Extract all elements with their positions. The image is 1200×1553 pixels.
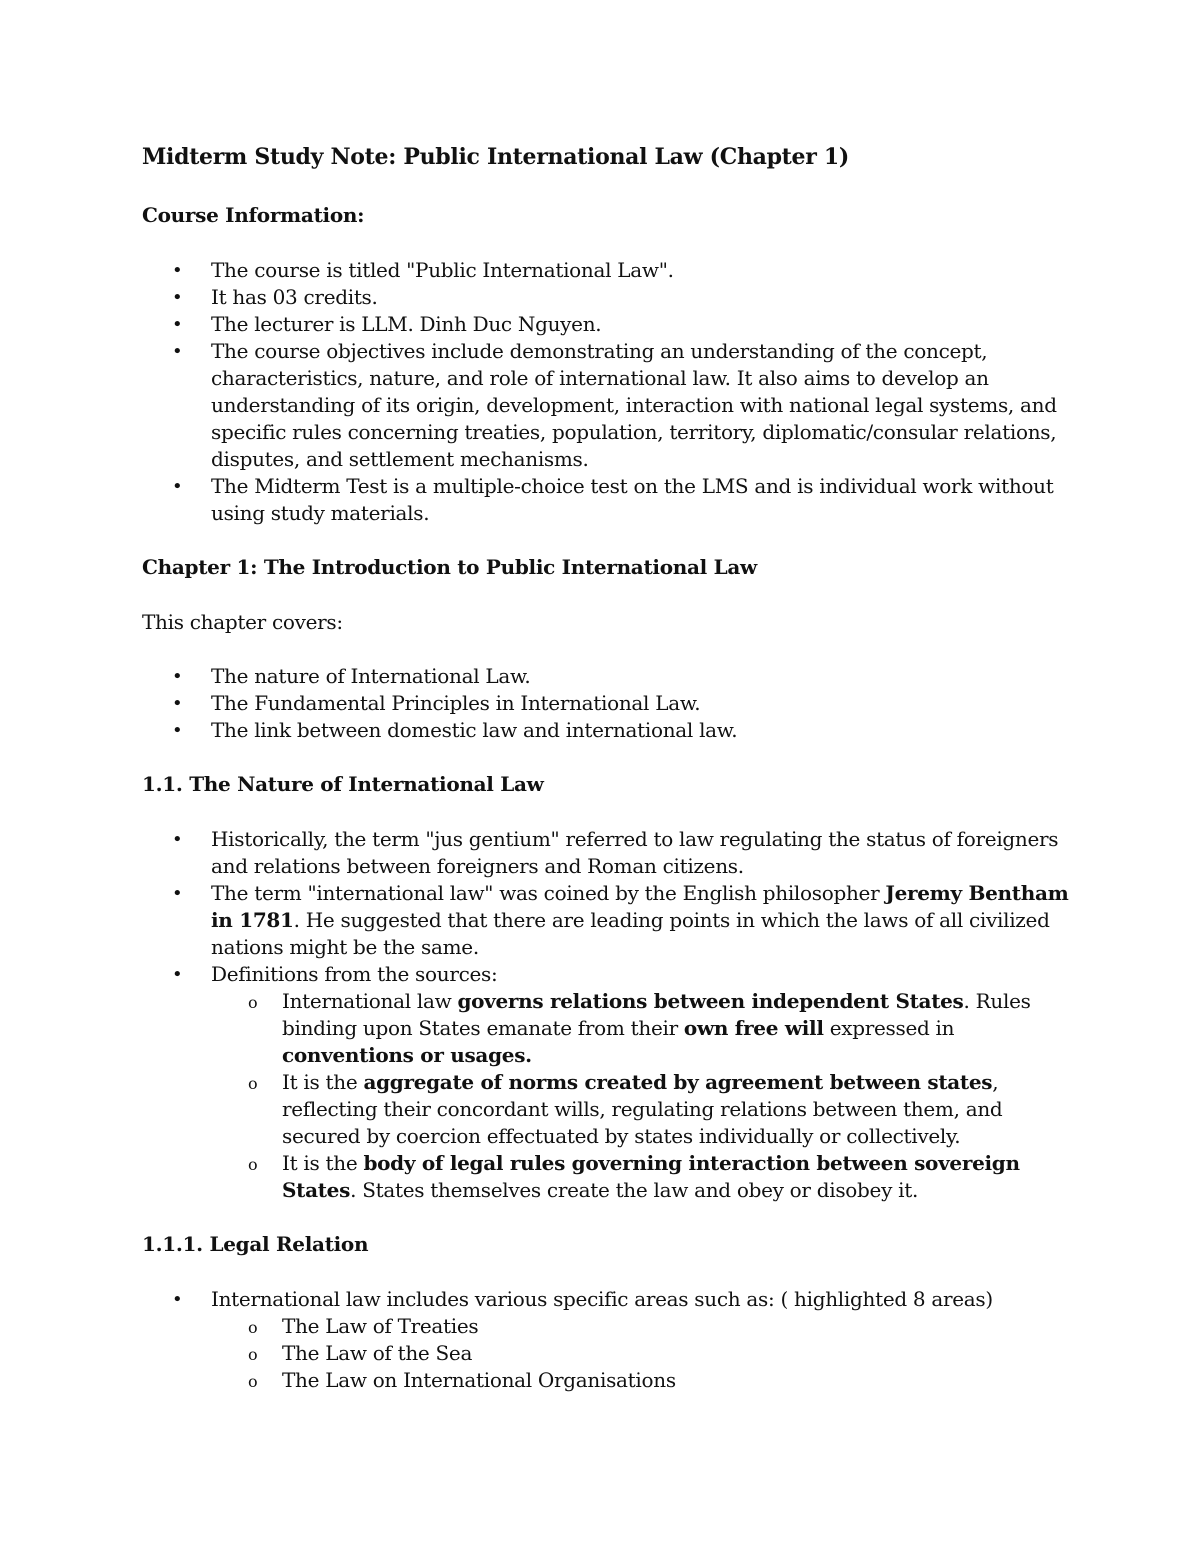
areas-sublist (211, 1313, 1072, 1394)
text-run: , reflecting their concordant wills, regulating relations between them, and secured by coercion effectuated by states individually or collectively. (282, 1070, 1003, 1148)
list-item: • The course objectives include demonstrating an understanding of the concept, characteristics, nature, and role of international law. It also aims to develop an understanding of its origin, development, interaction with national legal systems, and specific rules concerning treaties, population, territory, diplomatic/consular relations, disputes, and settlement mechanisms. (142, 338, 1072, 473)
text-run: The term "international law" was coined by the English philosopher (211, 881, 886, 905)
list-item: • The lecturer is LLM. Dinh Duc Nguyen. (142, 311, 1072, 338)
text-run: . States themselves create the law and obey or disobey it. (350, 1178, 919, 1202)
section-1-1-list (142, 826, 1072, 1204)
list-item: • It has 03 credits. (142, 284, 1072, 311)
list-item: • The link between domestic law and international law. (142, 717, 1072, 744)
bold-text: body of legal rules governing interaction between sovereign States (282, 1151, 1020, 1202)
text-run: International law (282, 989, 458, 1013)
list-item: • The course is titled "Public International Law". (142, 257, 1072, 284)
course-info-list (142, 257, 1072, 527)
section-1-1-1-list (142, 1286, 1072, 1394)
bold-text: aggregate of norms created by agreement between states (363, 1070, 993, 1094)
chapter1-topics-list (142, 663, 1072, 744)
sub-list-item (211, 1069, 1072, 1150)
course-info-heading: Course Information: (142, 203, 365, 227)
text-run: . Rules binding upon States emanate from their (282, 989, 1031, 1040)
sub-list-item (211, 1150, 1072, 1204)
list-item (142, 1286, 1072, 1394)
list-item: • The Midterm Test is a multiple-choice test on the LMS and is individual work without using study materials. (142, 473, 1072, 527)
list-item: • Historically, the term "jus gentium" referred to law regulating the status of foreigners and relations between foreigners and Roman citizens. (142, 826, 1072, 880)
chapter1-heading: Chapter 1: The Introduction to Public International Law (142, 555, 757, 579)
sub-list-item: o The Law of Treaties (211, 1313, 1072, 1340)
section-1-1-heading: 1.1. The Nature of International Law (142, 772, 544, 796)
sub-list-item (211, 988, 1072, 1069)
chapter1-intro: This chapter covers: (142, 610, 343, 634)
list-item: • The nature of International Law. (142, 663, 1072, 690)
bold-text: conventions or usages. (282, 1043, 532, 1067)
bold-text: Jeremy Bentham in 1781 (211, 881, 1069, 932)
text-run: expressed in (823, 1016, 955, 1040)
definitions-sublist (211, 988, 1072, 1204)
definitions-label: Definitions from the sources: (211, 962, 498, 986)
bold-text: own free will (683, 1016, 824, 1040)
list-item (142, 880, 1072, 961)
list-item: • The Fundamental Principles in International Law. (142, 690, 1072, 717)
areas-intro: International law includes various specific areas such as: ( highlighted 8 areas) (211, 1287, 993, 1311)
sub-list-item: o The Law on International Organisations (211, 1367, 1072, 1394)
text-run: It is the (282, 1070, 364, 1094)
sub-list-item: o The Law of the Sea (211, 1340, 1072, 1367)
document-page (142, 142, 1072, 1421)
text-run: . He suggested that there are leading points in which the laws of all civilized nations might be the same. (211, 908, 1050, 959)
list-item (142, 961, 1072, 1204)
text-run: It is the (282, 1151, 364, 1175)
bold-text: governs relations between independent States (457, 989, 964, 1013)
section-1-1-1-heading: 1.1.1. Legal Relation (142, 1232, 369, 1256)
document-title: Midterm Study Note: Public International Law (Chapter 1) (142, 144, 850, 170)
